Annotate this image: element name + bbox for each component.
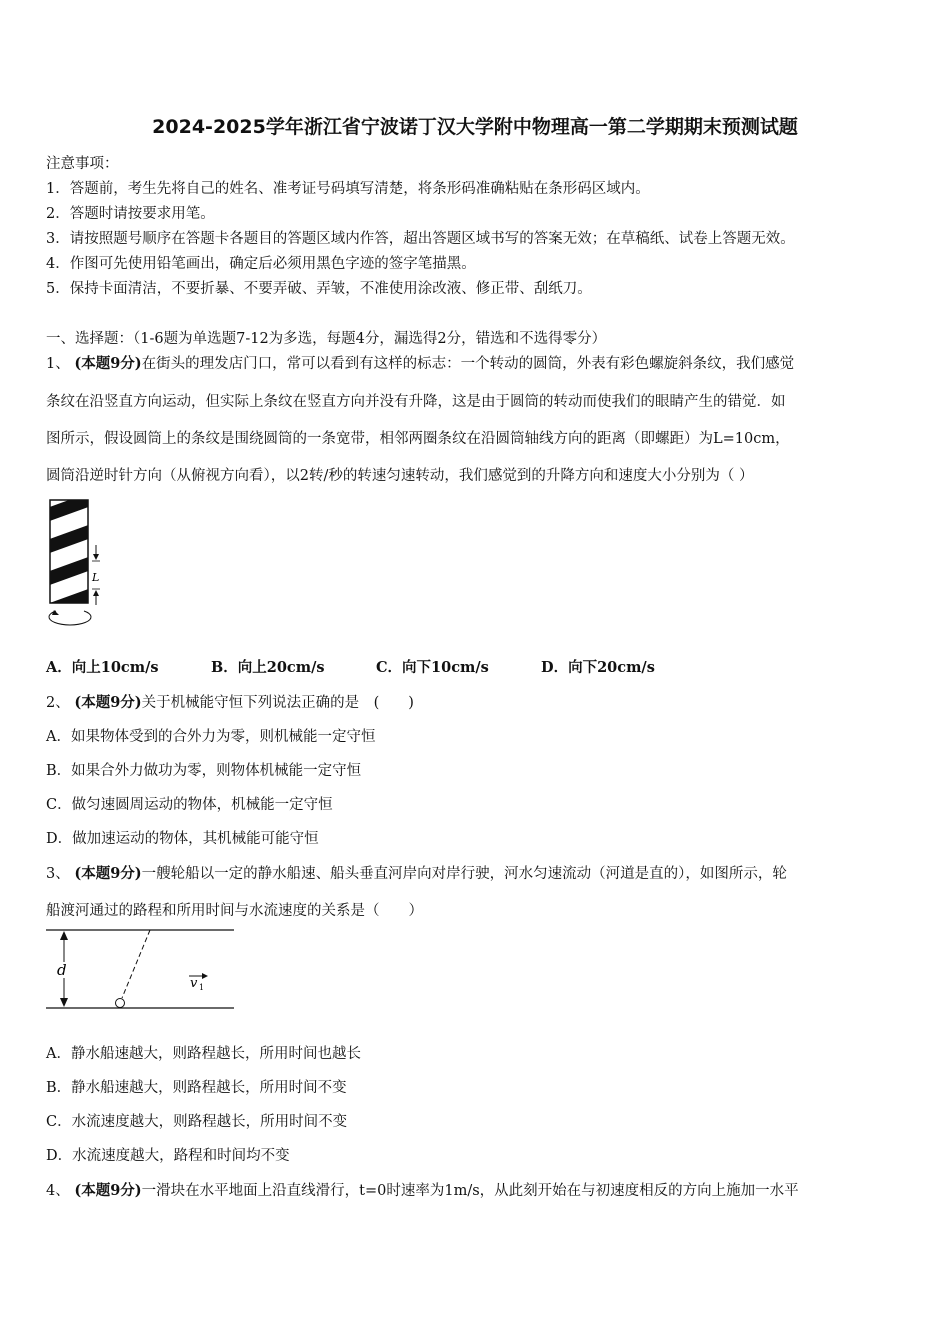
question-number: 3、 <box>46 866 70 882</box>
question-1-line: 条纹在沿竖直方向运动，但实际上条纹在竖直方向并没有升降，这是由于圆筒的转动而使我们的眼睛产生的错觉．如 <box>46 394 786 410</box>
question-tag: (本题9分) <box>74 865 142 882</box>
question-1-line <box>46 352 794 373</box>
question-2-line <box>46 691 414 712</box>
section-heading: 一、选择题：（1-6题为单选题7-12为多选，每题4分，漏选得2分，错选和不选得零分） <box>46 331 607 347</box>
question-text: 关于机械能守恒下列说法正确的是 ( ) <box>141 695 414 711</box>
page-title: 2024-2025学年浙江省宁波诺丁汉大学附中物理高一第二学期期末预测试题 <box>152 116 798 138</box>
option-d: D．向下20cm/s <box>541 659 655 676</box>
question-text: 在街头的理发店门口，常可以看到有这样的标志：一个转动的圆筒，外表有彩色螺旋斜条纹，我们感觉 <box>141 356 795 372</box>
notice-heading: 注意事项： <box>46 156 119 172</box>
question-text: 一滑块在水平地面上沿直线滑行，t=0时速率为1m/s，从此刻开始在与初速度相反的方向上施加一水平 <box>141 1183 799 1199</box>
notice-item: 1．答题前，考生先将自己的姓名、准考证号码填写清楚，将条形码准确粘贴在条形码区域内。 <box>46 181 650 197</box>
notice-item: 5．保持卡面清洁，不要折暴、不要弄破、弄皱，不准使用涂改液、修正带、刮纸刀。 <box>46 281 592 297</box>
question-number: 4、 <box>46 1183 70 1199</box>
question-4-line <box>46 1179 799 1200</box>
option-d: D．水流速度越大，路程和时间均不变 <box>46 1148 290 1164</box>
option-a: A．静水船速越大，则路程越长，所用时间也越长 <box>46 1046 361 1062</box>
river-figure <box>44 924 239 1016</box>
question-tag: (本题9分) <box>74 355 142 372</box>
option-d: D．做加速运动的物体，其机械能可能守恒 <box>46 831 319 847</box>
question-number: 2、 <box>46 695 70 711</box>
question-3-line: 船渡河通过的路程和所用时间与水流速度的关系是（ ） <box>46 903 423 919</box>
question-1-line: 圆筒沿逆时针方向（从俯视方向看），以2转/秒的转速匀速转动，我们感觉到的升降方向和速度大小分别为（ ） <box>46 468 754 484</box>
option-c: C．向下10cm/s <box>376 659 489 676</box>
question-1-options <box>46 656 655 677</box>
notice-item: 4．作图可先使用铅笔画出，确定后必须用黑色字迹的签字笔描黑。 <box>46 256 476 272</box>
option-a: A．向上10cm/s <box>46 659 159 676</box>
option-b: B．静水船速越大，则路程越长，所用时间不变 <box>46 1080 347 1096</box>
question-tag: (本题9分) <box>74 694 142 711</box>
option-c: C．做匀速圆周运动的物体，机械能一定守恒 <box>46 797 333 813</box>
option-a: A．如果物体受到的合外力为零，则机械能一定守恒 <box>46 729 376 745</box>
option-b: B．向上20cm/s <box>211 659 325 676</box>
option-c: C．水流速度越大，则路程越长，所用时间不变 <box>46 1114 348 1130</box>
velocity-subscript: 1 <box>199 983 205 992</box>
question-text: 一艘轮船以一定的静水船速、船头垂直河岸向对岸行驶，河水匀速流动（河道是直的），如图所示，轮 <box>141 866 787 882</box>
question-3-line <box>46 862 787 883</box>
barber-pole-figure <box>44 497 114 632</box>
notice-item: 3．请按照题号顺序在答题卡各题目的答题区域内作答，超出答题区域书写的答案无效；在草稿纸、试卷上答题无效。 <box>46 231 795 247</box>
velocity-label: v <box>190 976 198 991</box>
question-number: 1、 <box>46 356 70 372</box>
question-1-line: 图所示，假设圆筒上的条纹是围绕圆筒的一条宽带，相邻两圈条纹在沿圆筒轴线方向的距离（即螺距）为L=10cm， <box>46 431 790 447</box>
width-label: d <box>57 961 67 979</box>
option-b: B．如果合外力做功为零，则物体机械能一定守恒 <box>46 763 362 779</box>
notice-item: 2．答题时请按要求用笔。 <box>46 206 215 222</box>
pitch-label: L <box>92 571 100 584</box>
question-tag: (本题9分) <box>74 1182 142 1199</box>
